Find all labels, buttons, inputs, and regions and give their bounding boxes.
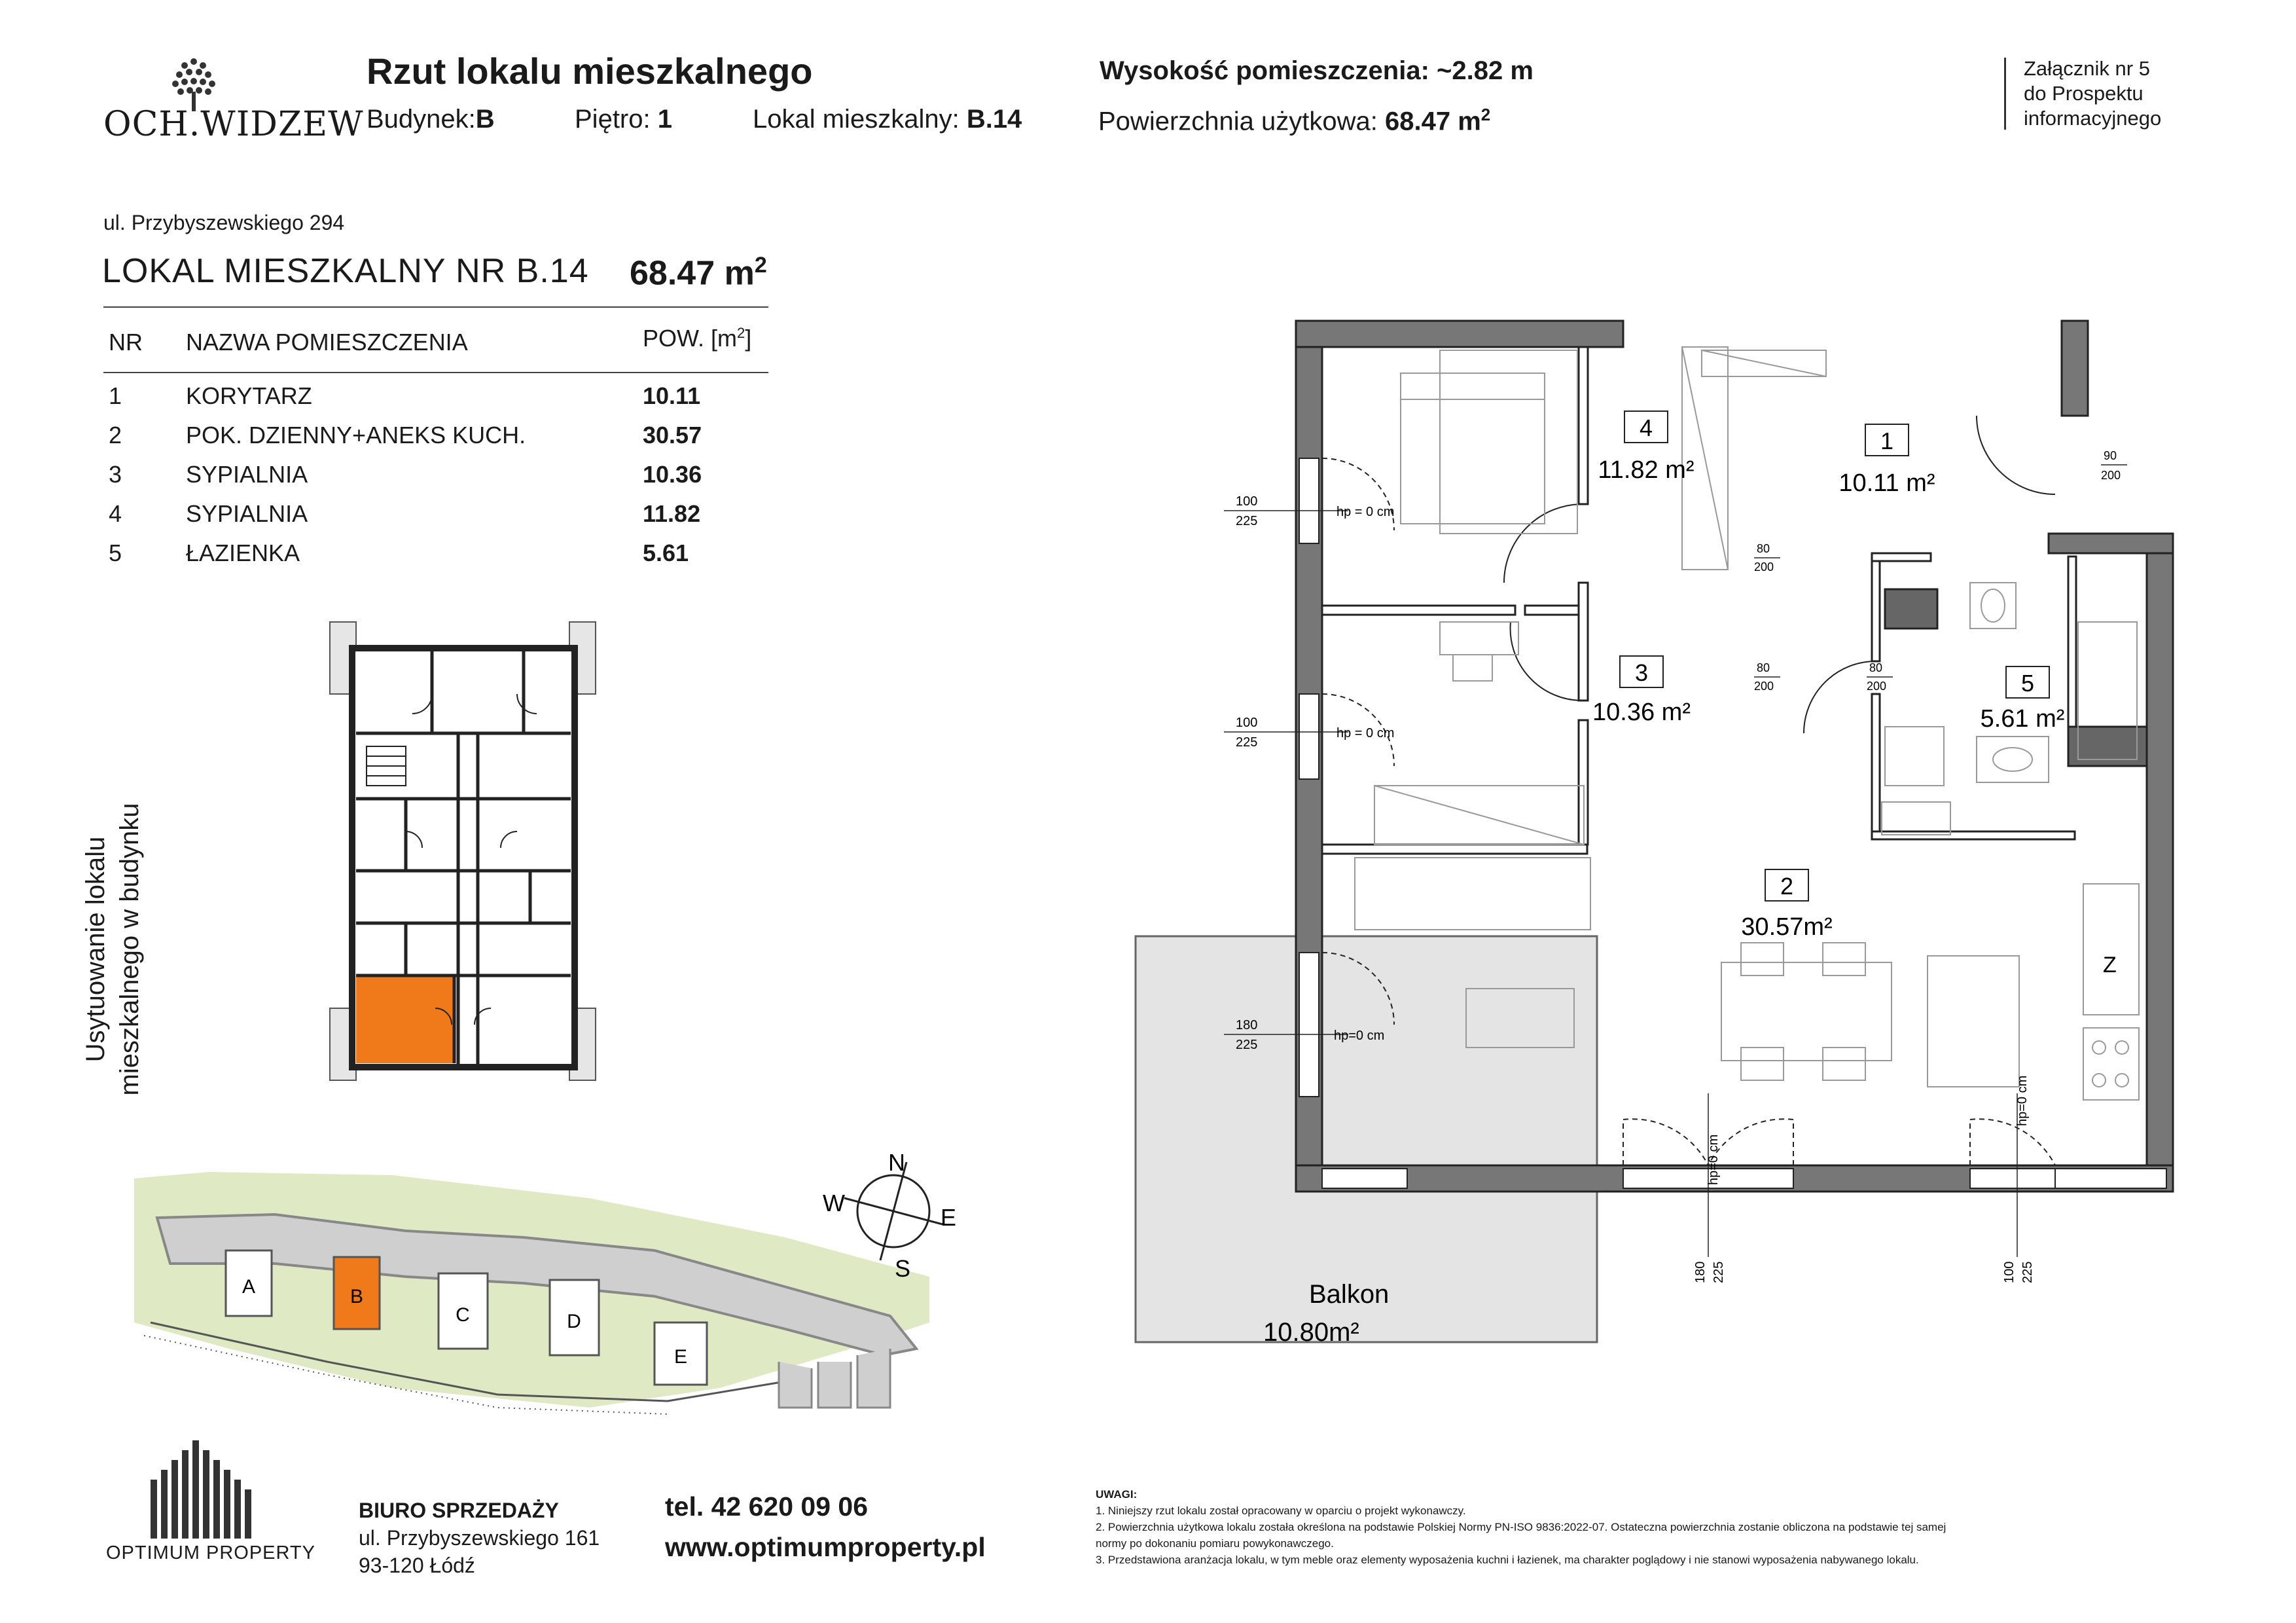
website-link[interactable]: www.optimumproperty.pl	[665, 1532, 986, 1562]
row-area: 10.11	[643, 382, 701, 409]
row-area: 30.57	[643, 422, 702, 448]
building-c	[439, 1273, 488, 1349]
building-label: Budynek:	[367, 105, 476, 134]
sales-office	[359, 1497, 600, 1579]
dim-d5-top: 80	[1869, 661, 1883, 674]
dim-d4-top: 80	[1757, 542, 1770, 555]
dim-d4-bottom: 200	[1754, 560, 1774, 574]
dim-bd1-top: 180	[1693, 1261, 1708, 1283]
unit-area	[630, 253, 767, 293]
usable-area	[1098, 105, 1490, 136]
room-4-area: 11.82 m²	[1598, 456, 1695, 484]
room-3-area: 10.36 m²	[1592, 699, 1691, 726]
room-1	[1839, 424, 1935, 497]
note-3: 3. Przedstawiona aranżacja lokalu, w tym meble oraz elementy wyposażenia kuchni i łazienek, ma charakter poglądowy i nie stanowi wyposażenia nabywanego lokalu.	[1096, 1554, 1919, 1566]
col-header-area	[643, 325, 751, 352]
attachment-divider	[2004, 58, 2006, 130]
unit-heading: LOKAL MIESZKALNY NR B.14	[102, 252, 589, 290]
room-1-no: 1	[1880, 428, 1894, 454]
site-plan	[131, 1152, 1014, 1467]
floor-info	[575, 105, 672, 134]
unit-area-sup: 2	[754, 253, 767, 278]
attachment-note	[2024, 56, 2161, 131]
location-label-line2: mieszkalnego w budynku	[115, 803, 144, 1096]
hp-bd2: hp=0 cm	[2015, 1075, 2030, 1126]
room-4	[1598, 411, 1694, 484]
dim-d-entry-bottom: 200	[2101, 469, 2121, 482]
room-3	[1592, 656, 1691, 726]
dim-w1-bottom: 225	[1236, 514, 1258, 528]
floorplan	[1126, 308, 2199, 1434]
usable-area-sup: 2	[1480, 105, 1491, 124]
dim-bd2-top: 100	[2002, 1261, 2017, 1283]
dim-w1-top: 100	[1236, 494, 1258, 509]
room-height: Wysokość pomieszczenia: ~2.82 m	[1100, 56, 1534, 85]
building-value: B	[475, 105, 495, 134]
attachment-line3: informacyjnego	[2024, 107, 2162, 130]
usable-area-unit: m	[1458, 107, 1481, 136]
sales-office-title: BIURO SPRZEDAŻY	[359, 1499, 559, 1522]
room-3-no: 3	[1634, 659, 1649, 686]
compass-n: N	[888, 1152, 905, 1176]
room-5-no: 5	[2020, 670, 2035, 697]
dim-bd1-bottom: 225	[1712, 1261, 1726, 1283]
row-name: ŁAZIENKA	[186, 539, 300, 566]
balcony-label: Balkon	[1309, 1280, 1390, 1309]
sales-office-city: 93-120 Łódź	[359, 1554, 475, 1577]
col-header-area-text: POW. [m	[643, 325, 737, 352]
sales-office-street: ul. Przybyszewskiego 161	[359, 1526, 600, 1550]
optimum-logo-icon	[151, 1440, 255, 1539]
dim-w3-bottom: 225	[1236, 1038, 1258, 1052]
room-2-no: 2	[1780, 873, 1794, 900]
building-info	[367, 105, 495, 134]
row-area: 5.61	[643, 539, 689, 566]
unit-label: Lokal mieszkalny:	[753, 105, 960, 134]
row-area: 10.36	[643, 461, 702, 488]
location-label-line1: Usytuowanie lokalu	[81, 836, 110, 1063]
room-2	[1741, 869, 1832, 941]
hp-w3: hp=0 cm	[1334, 1029, 1385, 1043]
usable-area-label: Powierzchnia użytkowa:	[1098, 107, 1378, 136]
row-nr: 5	[109, 539, 122, 566]
row-nr: 1	[109, 382, 122, 409]
balcony-area: 10.80m²	[1263, 1318, 1359, 1347]
room-5	[1981, 666, 2065, 733]
note-2b: normy po dokonaniu pomiaru powykonawczego.	[1096, 1537, 1334, 1550]
building-label-a: A	[242, 1276, 256, 1298]
floor-value: 1	[657, 105, 672, 134]
compass-e: E	[941, 1204, 957, 1231]
dim-w3-top: 180	[1236, 1018, 1258, 1032]
dim-bd2-bottom: 225	[2020, 1261, 2035, 1283]
developer-name: OPTIMUM PROPERTY	[106, 1542, 315, 1563]
highlighted-unit	[356, 976, 454, 1063]
dim-d3-top: 80	[1757, 661, 1770, 674]
note-2a: 2. Powierzchnia użytkowa lokalu została określona na podstawie Polskiej Normy PN-ISO 9836:2022-07. Ostateczna powierzchnia zostanie obliczona na podstawie tej samej	[1096, 1521, 1946, 1533]
building-label-e: E	[673, 1346, 688, 1368]
row-name: SYPIALNIA	[186, 461, 308, 488]
row-nr: 3	[109, 461, 122, 488]
row-name: POK. DZIENNY+ANEKS KUCH.	[186, 422, 526, 448]
building-label-c: C	[456, 1304, 470, 1326]
row-name: KORYTARZ	[186, 382, 312, 409]
dim-d5-bottom: 200	[1867, 680, 1887, 693]
attachment-line2: do Prospektu	[2024, 82, 2144, 105]
dim-w2-top: 100	[1236, 716, 1258, 730]
address: ul. Przybyszewskiego 294	[103, 211, 345, 234]
compass-s: S	[895, 1255, 911, 1282]
page-title: Rzut lokalu mieszkalnego	[367, 50, 813, 92]
row-nr: 4	[109, 500, 122, 527]
building-b	[334, 1257, 380, 1329]
hp-bd1: hp=0 cm	[1706, 1134, 1721, 1185]
hp-w1: hp = 0 cm	[1336, 505, 1395, 519]
table-top-rule	[103, 306, 768, 308]
notes-title: UWAGI:	[1096, 1488, 1138, 1501]
compass-w: W	[823, 1190, 845, 1216]
building-label-d: D	[567, 1311, 581, 1332]
dim-w2-bottom: 225	[1236, 735, 1258, 750]
usable-area-value: 68.47	[1384, 107, 1451, 136]
brand-name: OCH.WIDZEW	[103, 105, 364, 144]
unit-area-value: 68.47 m	[630, 254, 755, 293]
phone-number[interactable]: tel. 42 620 09 06	[665, 1491, 869, 1522]
unit-value: B.14	[966, 105, 1022, 134]
col-header-area-sup: 2	[737, 325, 745, 341]
hp-w2: hp = 0 cm	[1336, 726, 1395, 740]
room-2-area: 30.57m²	[1741, 913, 1833, 941]
room-4-no: 4	[1639, 414, 1653, 441]
room-5-area: 5.61 m²	[1980, 705, 2065, 733]
appliance-z: Z	[2103, 953, 2117, 977]
building-keyplan	[321, 615, 609, 1126]
building-e	[655, 1322, 707, 1385]
col-header-area-close: ]	[745, 325, 752, 352]
building-a	[226, 1250, 272, 1316]
dim-d3-bottom: 200	[1754, 680, 1774, 693]
dim-d-entry-top: 90	[2104, 449, 2117, 462]
row-name: SYPIALNIA	[186, 500, 308, 527]
unit-info	[753, 105, 1022, 134]
table-header-rule	[103, 372, 768, 373]
building-label-b: B	[350, 1286, 364, 1307]
building-d	[550, 1280, 599, 1355]
attachment-line1: Załącznik nr 5	[2024, 57, 2150, 80]
col-header-name: NAZWA POMIESZCZENIA	[186, 329, 468, 356]
notes	[1096, 1486, 2208, 1568]
note-1: 1. Niniejszy rzut lokalu został opracowany w oparciu o projekt wykonawczy.	[1096, 1504, 1466, 1517]
row-nr: 2	[109, 422, 122, 448]
floor-label: Piętro:	[575, 105, 651, 134]
row-area: 11.82	[643, 500, 701, 527]
room-1-area: 10.11 m²	[1839, 469, 1935, 497]
col-header-nr: NR	[109, 329, 143, 356]
